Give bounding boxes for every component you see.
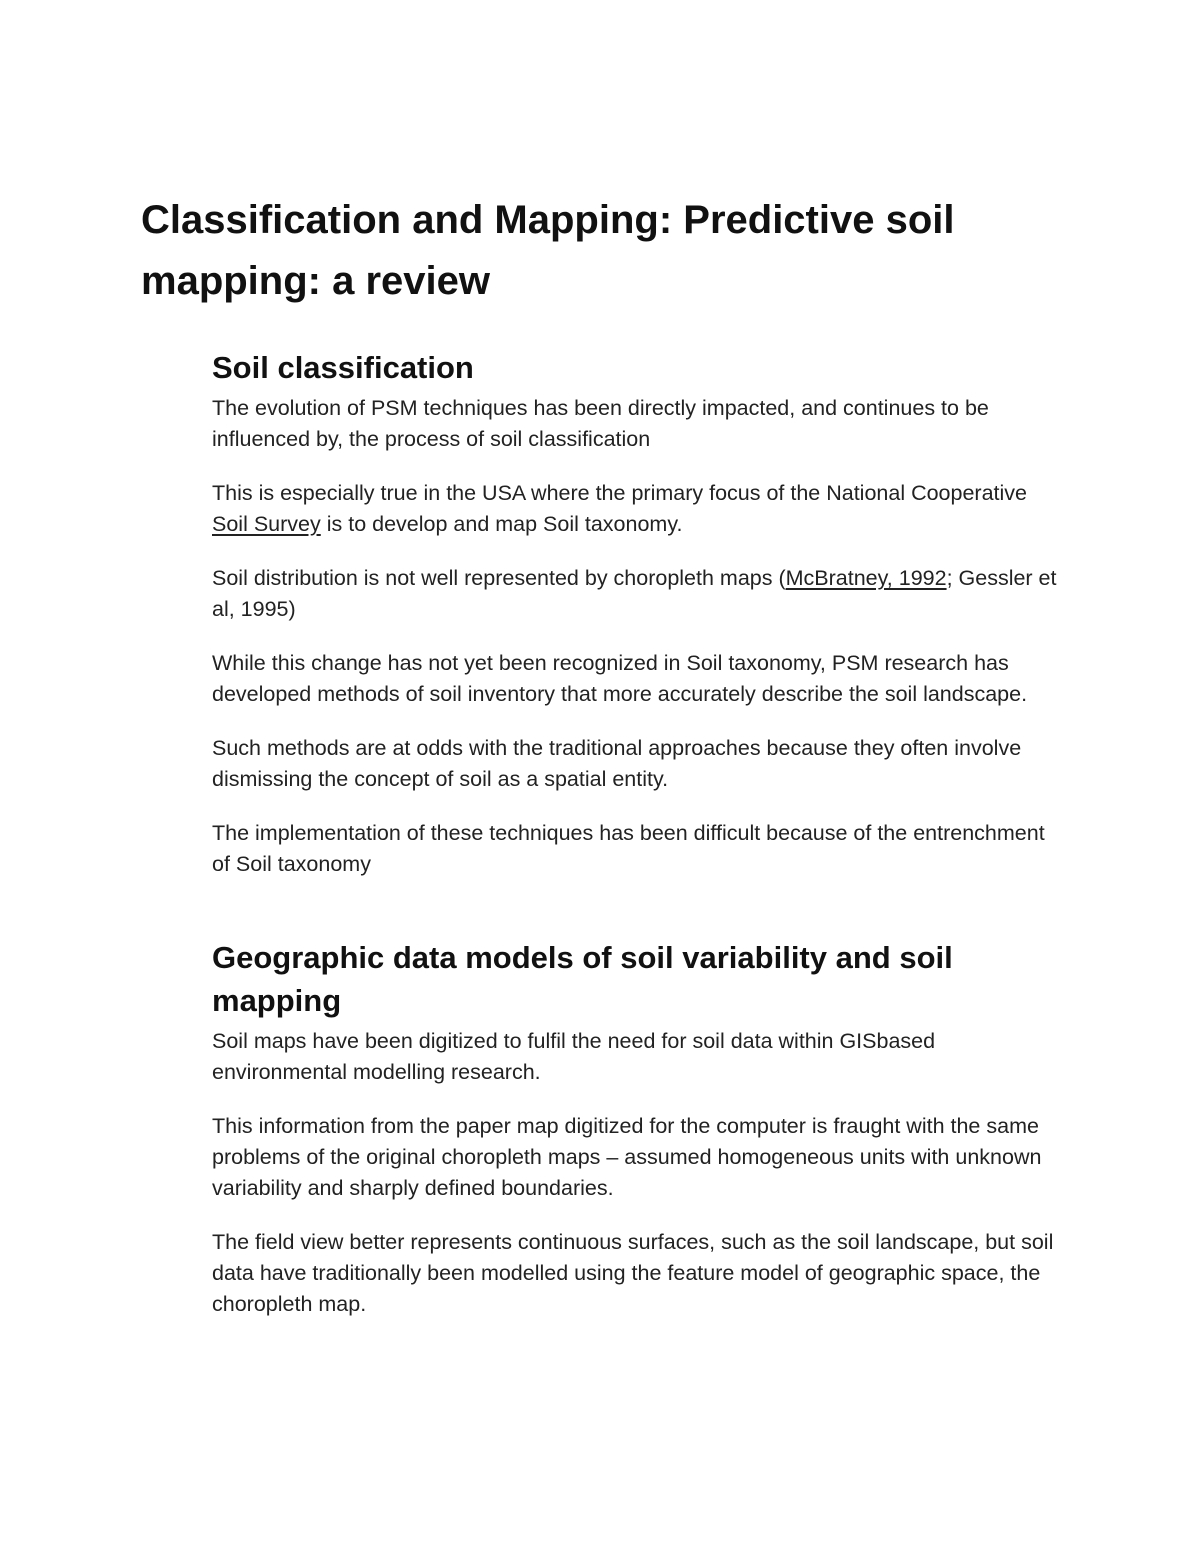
soil-survey-link[interactable]: Soil Survey [212, 512, 321, 536]
paragraph-text: ; Gessler et al, 1995) [212, 566, 1057, 621]
paragraph: The evolution of PSM techniques has been directly impacted, and continues to be influenced by, the process of soil classification [212, 396, 989, 451]
paragraph [212, 563, 1062, 625]
paragraph-text: is to develop and map Soil taxonomy. [320, 512, 683, 536]
section-heading: Soil classification [212, 350, 474, 385]
paragraph: The implementation of these techniques has been difficult because of the entrenchment of Soil taxonomy [212, 821, 1045, 876]
mcbratney-citation-link[interactable]: McBratney, 1992 [785, 566, 947, 590]
paragraph: Such methods are at odds with the traditional approaches because they often involve dismissing the concept of soil as a spatial entity. [212, 736, 1022, 791]
paragraph: This information from the paper map digitized for the computer is fraught with the same problems of the original choropleth maps – assumed homogeneous units with unknown variability and sharply defined boundaries. [212, 1114, 1042, 1200]
section-soil-classification [212, 348, 1062, 903]
paragraph [212, 478, 1062, 540]
document-title: Classification and Mapping: Predictive soil mapping: a review [141, 198, 955, 303]
paragraph-text: This is especially true in the USA where the primary focus of the National Cooperative [212, 481, 1028, 505]
section-heading: Geographic data models of soil variability and soil mapping [212, 940, 953, 1018]
paragraph: Soil maps have been digitized to fulfil the need for soil data within GISbased environmental modelling research. [212, 1029, 936, 1084]
section-geographic-data-models [212, 936, 1062, 1343]
paragraph: The field view better represents continuous surfaces, such as the soil landscape, but soil data have traditionally been modelled using the feature model of geographic space, the choropleth map. [212, 1230, 1054, 1316]
paragraph-text: Soil distribution is not well represented by choropleth maps ( [212, 566, 786, 590]
paragraph: While this change has not yet been recognized in Soil taxonomy, PSM research has developed methods of soil inventory that more accurately describe the soil landscape. [212, 651, 1028, 706]
